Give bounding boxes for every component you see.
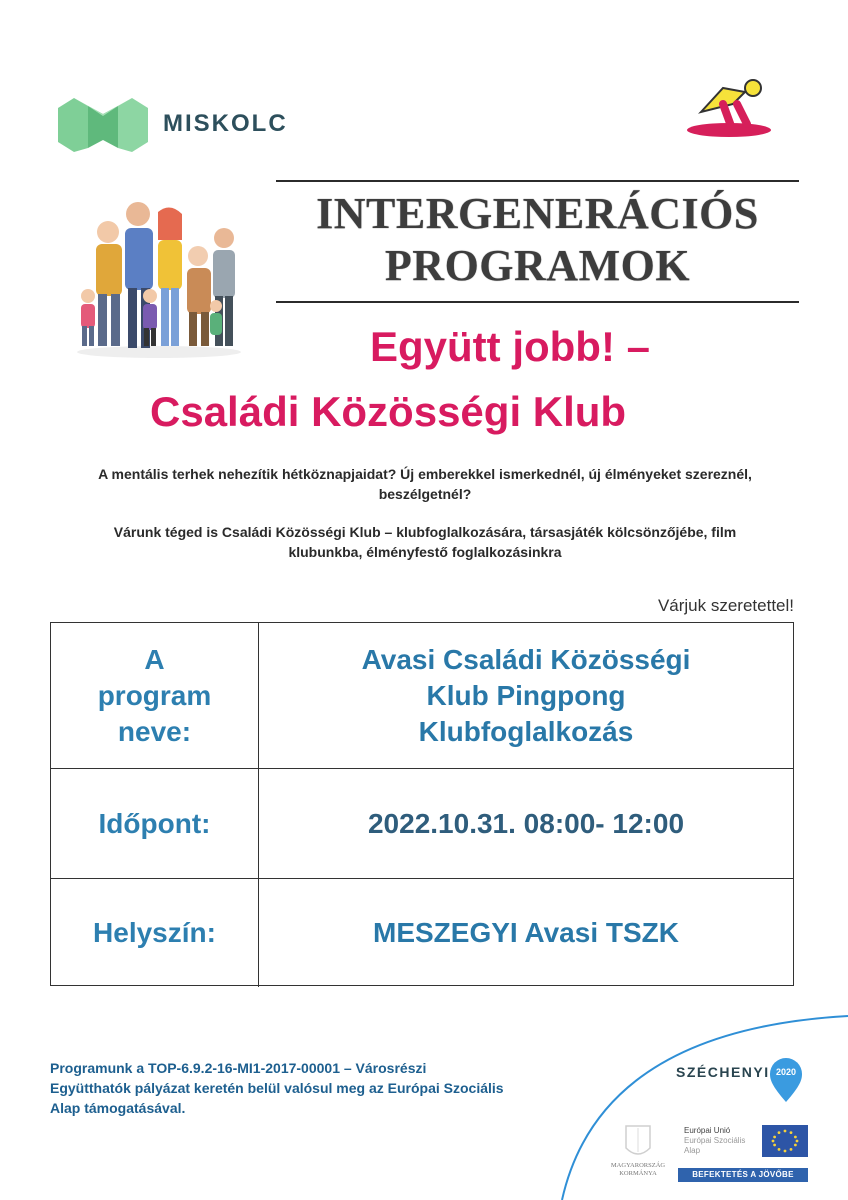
- table-row-location: [51, 879, 793, 987]
- main-title: [276, 188, 799, 292]
- eu-flag-icon: [762, 1125, 808, 1157]
- title-rule-bottom: [276, 301, 799, 303]
- title-line-1: INTERGENERÁCIÓS: [316, 189, 759, 238]
- welcome-note: Várjuk szeretettel!: [657, 596, 794, 615]
- szechenyi-label: SZÉCHENYI: [676, 1064, 770, 1080]
- eu-line-2: Európai Szociális: [684, 1136, 746, 1145]
- eu-line-1: Európai Unió: [684, 1126, 731, 1135]
- location-pin-icon: [768, 1056, 804, 1104]
- intro-paragraph-1: A mentális terhek nehezítik hétköznapjaidat? Új emberekkel ismerkednél, új élményeket szereznél, beszélgetnél?: [98, 466, 752, 502]
- miskolc-logo-icon: [58, 94, 148, 152]
- table-row-time: [51, 769, 793, 879]
- government-label: MAGYARORSZÁG KORMÁNYA: [610, 1162, 666, 1177]
- family-illustration-icon: [74, 188, 244, 360]
- eu-line-3: Alap: [684, 1146, 701, 1155]
- intro-paragraph-2: Várunk téged is Családi Közösségi Klub – klubfoglalkozására, társasjáték kölcsönzőjébe, film klubunkba, élményfestő foglalkozásinkra: [113, 524, 737, 560]
- subtitle-line-1: Együtt jobb! –: [370, 323, 650, 370]
- table-row-program-name: [51, 623, 793, 769]
- time-label: Időpont:: [51, 769, 259, 878]
- title-line-2: PROGRAMOK: [384, 241, 691, 290]
- program-name-value: Avasi Családi Közösségi Klub Pingpong Klubfoglalkozás: [361, 643, 691, 747]
- time-value: 2022.10.31. 08:00- 12:00: [367, 807, 685, 839]
- location-value: MESZEGYI Avasi TSZK: [373, 917, 679, 948]
- funding-statement: Programunk a TOP-6.9.2-16-MI1-2017-00001 – Városrészi Együtthatók pályázat keretén belül valósul meg az Európai Szociális Alap támogatásával.: [50, 1060, 504, 1116]
- snowboard-logo-icon: [683, 74, 775, 140]
- city-name: MISKOLC: [163, 110, 288, 137]
- subtitle-line-2: Családi Közösségi Klub: [150, 388, 627, 435]
- szechenyi-year: 2020: [775, 1067, 797, 1077]
- title-rule-top: [276, 180, 799, 182]
- eu-slogan-band: BEFEKTETÉS A JÖVŐBE: [678, 1168, 808, 1182]
- program-name-label: A program neve:: [51, 623, 259, 768]
- program-info-table: [50, 622, 794, 986]
- location-label: Helyszín:: [51, 879, 259, 987]
